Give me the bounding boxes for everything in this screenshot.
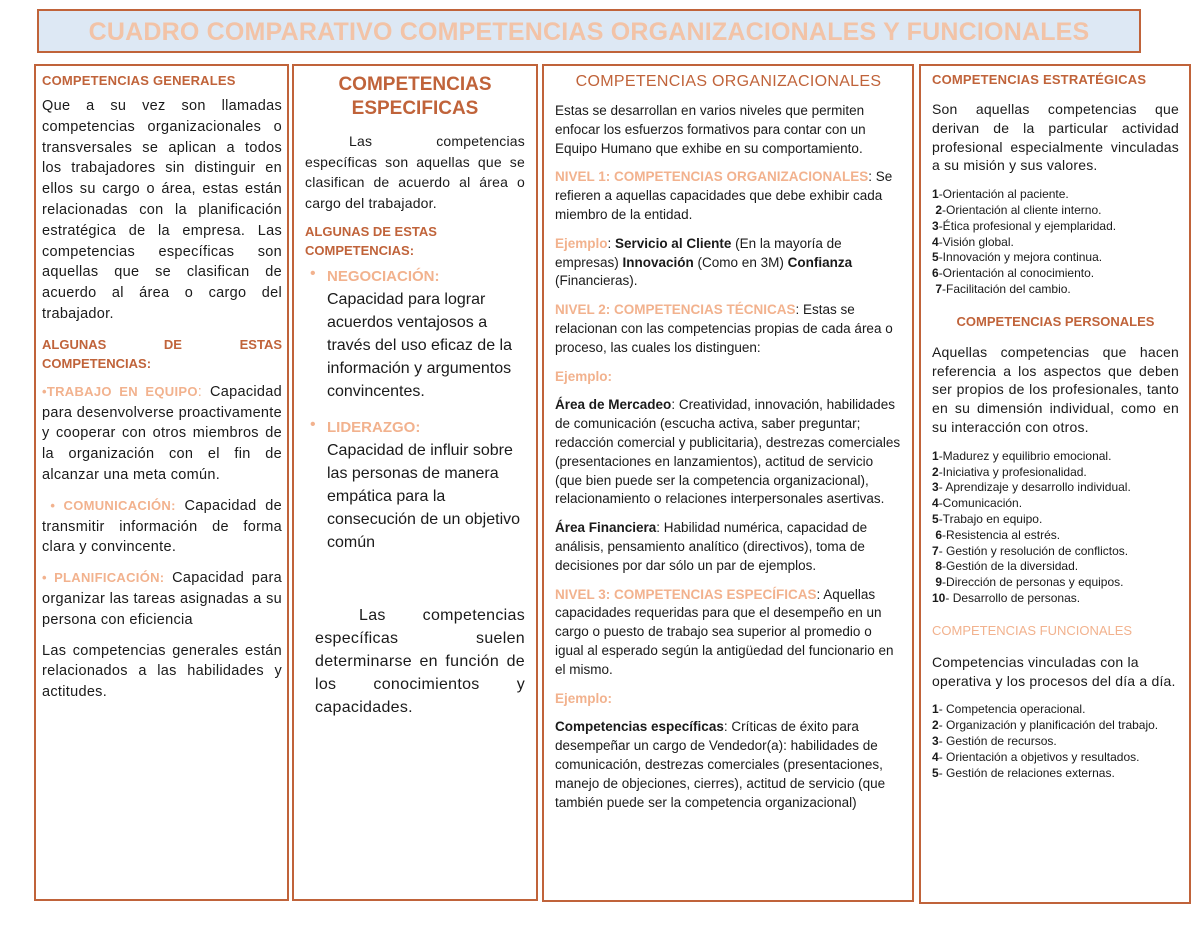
list-item: 4-Visión global.	[932, 234, 1014, 249]
generales-item-comunicacion: • COMUNICACIÓN: Capacidad de transmitir información de forma clara y convincente.	[42, 497, 282, 556]
competencias-especificas-paragraph: Competencias específicas: Críticas de éxito para desempeñar un cargo de Vendedor(a): habilidades de comunicación, destrezas comerciales (presentaciones, manejo de objeciones, cierres), actitud de servicio (que también puede ser la competencia organizacional)	[555, 719, 886, 810]
list-item: 2-Iniciativa y profesionalidad.	[932, 464, 1087, 479]
funcionales-heading: COMPETENCIAS FUNCIONALES	[932, 622, 1133, 638]
ejemplo-1-paragraph: Ejemplo: Servicio al Cliente (En la mayoría de empresas) Innovación (Como en 3M) Confianza (Financieras).	[555, 235, 853, 289]
list-item: 3- Gestión de recursos.	[932, 733, 1057, 748]
area-mercadeo-paragraph: Área de Mercadeo: Creatividad, innovación, habilidades de comunicación (escucha activa, saber preguntar; redacción comercial y publicitaria), destrezas comerciales (presentaciones en lanzamientos), actitud de servicio (que bien puede ser la competencia organizacional), relacionamiento o relaciones interpersonales asertivas.	[555, 397, 901, 507]
list-item: 3- Aprendizaje y desarrollo individual.	[932, 480, 1131, 495]
list-item: 10- Desarrollo de personas.	[932, 590, 1081, 605]
organizacionales-intro: Estas se desarrollan en varios niveles que permiten enfocar los esfuerzos formativos para contar con un Equipo Humano que exhibe en su comportamiento.	[555, 103, 866, 156]
funcionales-list	[932, 702, 1179, 781]
personales-intro: Aquellas competencias que hacen referencia a los aspectos que deben ser propios de los profesionales, tanto en su dimensión individual, como en su interacción con otros.	[932, 343, 1179, 435]
nivel-1-paragraph: NIVEL 1: COMPETENCIAS ORGANIZACIONALES: Se refieren a aquellas capacidades que debe exhibir cada miembro de la entidad.	[555, 169, 893, 222]
list-item: 7- Gestión y resolución de conflictos.	[932, 543, 1129, 558]
generales-heading: COMPETENCIAS GENERALES	[42, 73, 236, 88]
document-title: CUADRO COMPARATIVO COMPETENCIAS ORGANIZACIONALES Y FUNCIONALES	[88, 18, 1090, 46]
list-item: 2- Organización y planificación del trabajo.	[932, 718, 1159, 733]
personales-list	[932, 449, 1179, 607]
generales-subheading: ALGUNAS DE ESTAS COMPETENCIAS:	[42, 336, 282, 371]
list-item: 4-Comunicación.	[932, 496, 1023, 511]
organizacionales-heading: COMPETENCIAS ORGANIZACIONALES	[575, 73, 882, 90]
list-item: 6-Orientación al conocimiento.	[932, 266, 1095, 281]
list-item: 1- Competencia operacional.	[932, 702, 1086, 717]
list-item: 6-Resistencia al estrés.	[935, 527, 1061, 542]
list-item: 5-Innovación y mejora continua.	[932, 250, 1103, 265]
list-item: 8-Gestión de la diversidad.	[935, 559, 1079, 574]
especificas-item-negociacion: • NEGOCIACIÓN: Capacidad para lograr acuerdos ventajosos a través del uso eficaz de la información y argumentos convincentes.	[310, 265, 512, 400]
generales-intro: Que a su vez son llamadas competencias organizacionales o transversales se aplican a todos los trabajadores sin distinguir en ellos su cargo o área, estas están relacionadas con la planificación estratégica de la empresa. Las competencias específicas son aquellas que se clasifican de acuerdo al área o cargo del trabajador.	[42, 98, 282, 322]
especificas-intro: Las competencias específicas son aquellas que se clasifican de acuerdo al área o cargo del trabajador.	[305, 133, 525, 211]
list-item: 9-Dirección de personas y equipos.	[935, 575, 1124, 590]
list-item: 3-Ética profesional y ejemplaridad.	[932, 218, 1117, 233]
especificas-closing: Las competencias específicas suelen determinarse en función de los conocimientos y capacidades.	[315, 607, 525, 716]
list-item: 2-Orientación al cliente interno.	[935, 202, 1102, 217]
document-title-banner	[37, 9, 1141, 53]
column-competencias-generales	[34, 64, 289, 901]
funcionales-intro: Competencias vinculadas con la operativa y los procesos del día a día.	[932, 653, 1176, 689]
nivel-2-paragraph: NIVEL 2: COMPETENCIAS TÉCNICAS: Estas se relacionan con las competencias propias de cada área o proceso, las cuales los distinguen:	[555, 302, 893, 355]
personales-heading: COMPETENCIAS PERSONALES	[956, 313, 1155, 329]
list-item: 1-Orientación al paciente.	[932, 187, 1069, 202]
generales-item-trabajo-en-equipo: •TRABAJO EN EQUIPO: Capacidad para desenvolverse proactivamente y cooperar con otros miembros de la organización con el fin de alcanzar una meta común.	[42, 383, 283, 483]
bullet-icon: •	[310, 416, 316, 433]
ejemplo-2-label: Ejemplo:	[555, 368, 613, 384]
list-item: 4- Orientación a objetivos y resultados.	[932, 749, 1140, 764]
area-financiera-paragraph: Área Financiera: Habilidad numérica, capacidad de análisis, pensamiento analítico (directivos), toma de decisiones por dar sólo un par de ejemplos.	[555, 520, 868, 573]
estrategicas-heading: COMPETENCIAS ESTRATÉGICAS	[932, 72, 1147, 87]
list-item: 1-Madurez y equilibrio emocional.	[932, 448, 1112, 463]
ejemplo-3-label: Ejemplo:	[555, 690, 613, 706]
especificas-subheading: ALGUNAS DE ESTAS COMPETENCIAS:	[305, 224, 437, 258]
generales-closing: Las competencias generales están relacionados a las habilidades y actitudes.	[42, 642, 282, 701]
estrategicas-intro: Son aquellas competencias que derivan de la particular actividad profesional especialmente vinculadas a su misión y sus valores.	[932, 101, 1179, 174]
bullet-icon: •	[310, 265, 316, 282]
column-competencias-organizacionales	[542, 64, 914, 902]
especificas-item-liderazgo: • LIDERAZGO: Capacidad de influir sobre las personas de manera empática para la consecución de un objetivo común	[310, 416, 521, 551]
nivel-3-paragraph: NIVEL 3: COMPETENCIAS ESPECÍFICAS: Aquellas capacidades requeridas para que el desempeño en un cargo o puesto de trabajo sea superior al promedio o igual al esperado según la antigüedad del funcionario en el mismo.	[555, 586, 894, 677]
list-item: 7-Facilitación del cambio.	[935, 281, 1071, 296]
list-item: 5-Trabajo en equipo.	[932, 511, 1043, 526]
column-competencias-estrategicas-personales-funcionales	[919, 64, 1191, 904]
generales-item-planificacion: • PLANIFICACIÓN: Capacidad para organizar las tareas asignadas a su persona con eficiencia	[42, 570, 282, 628]
estrategicas-list	[932, 187, 1179, 298]
column-competencias-especificas	[292, 64, 538, 901]
list-item: 5- Gestión de relaciones externas.	[932, 765, 1115, 780]
especificas-heading: COMPETENCIAS ESPECIFICAS	[338, 74, 492, 119]
